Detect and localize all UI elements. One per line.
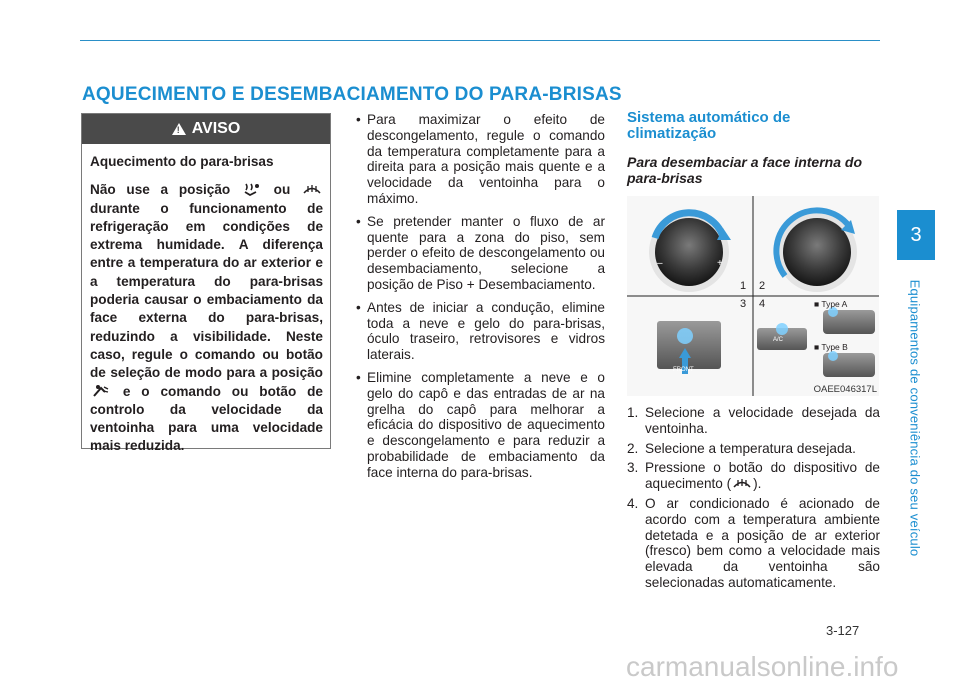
warning-body <box>82 144 330 456</box>
figure-label-3: 3 <box>740 298 747 310</box>
floor-mode-icon <box>90 384 112 398</box>
list-item: 2. Selecione a temperatura desejada. <box>627 440 856 456</box>
figure-code: OAEE046317L <box>813 384 877 395</box>
bullet-list <box>355 112 605 481</box>
floor-defrost-mode-icon <box>241 182 263 196</box>
temperature-knob[interactable] <box>783 218 851 286</box>
list-item: 1. Selecione a velocidade desejada da ventoinha. <box>627 405 880 436</box>
figure-label-2: 2 <box>759 280 766 292</box>
chapter-number: 3 <box>910 223 922 246</box>
steps-list <box>627 405 880 591</box>
front-button-label: FRONT <box>673 367 694 373</box>
list-item: • Antes de iniciar a condução, elimine toda a neve e gelo do para-brisas, óculo traseiro, retrovisores e vidros laterais. <box>355 300 605 363</box>
warning-text-d: e o comando ou botão de controlo da velocidade da ventoinha para uma velocidade mais reduzida. <box>90 383 323 454</box>
list-item: 3. Pressione o botão do dispositivo de aquecimento ( ). <box>627 460 880 492</box>
section-heading: Sistema automático de climatização <box>627 109 791 142</box>
type-a-label: ■ Type A <box>814 299 848 309</box>
page-number: 3-127 <box>826 623 860 638</box>
warning-text-b: ou <box>273 182 291 198</box>
warning-label: AVISO <box>191 120 241 137</box>
list-item: • Para maximizar o efeito de descongelamento, regule o comando da temperatura completamente para a direita para a posição mais quente e a velocidade da ventoinha para o máximo. <box>355 112 605 207</box>
chapter-tab <box>897 210 935 260</box>
warning-text-c: durante o funcionamento de refrigeração em condições de extrema humidade. A diferença entre a temperatura do ar exterior e a temperatura do para-brisas poderia causar o embaciamento da face externa do para-brisas, reduzindo a visibilidade. Neste caso, regule o comando ou botão de seleção de modo para a posição <box>90 200 323 381</box>
climate-controls-illustration <box>627 196 879 396</box>
figure-label-1: 1 <box>740 280 747 292</box>
warning-subtitle: Aquecimento do para-brisas <box>90 154 274 169</box>
svg-text:+: + <box>717 258 723 269</box>
watermark: carmanualsonline.info <box>626 651 899 682</box>
section-subheading: Para desembaciar a face interna do para-brisas <box>627 154 862 186</box>
warning-triangle-icon: ! <box>172 123 186 135</box>
bullet-column <box>355 112 605 488</box>
chapter-label: Equipamentos de conveniência do seu veículo <box>907 279 923 557</box>
front-defrost-button[interactable] <box>657 321 721 369</box>
type-b-label: ■ Type B <box>814 342 848 352</box>
defrost-mode-icon <box>301 182 323 196</box>
page-title: AQUECIMENTO E DESEMBACIAMENTO DO PARA-BRISAS <box>82 84 622 105</box>
fan-speed-knob[interactable] <box>655 218 723 286</box>
list-item: • Se pretender manter o fluxo de ar quente para a zona do piso, sem perder o efeito de descongelamento ou desembaciamento, selecione a posição de Piso + Desembaciamento. <box>355 214 605 293</box>
list-item: 4. O ar condicionado é acionado de acordo com a temperatura ambiente detetada e a posição de ar exterior (fresco) bem como a velocidade mais elevada da ventoinha são selecionadas automaticamente. <box>627 495 880 590</box>
warning-header <box>82 114 330 144</box>
warning-box <box>81 113 331 454</box>
figure-label-4: 4 <box>759 298 766 310</box>
warning-text-a: Não use a posição <box>90 182 231 198</box>
right-column <box>627 110 880 595</box>
front-defrost-icon <box>731 476 753 490</box>
top-rule <box>80 40 880 41</box>
ac-button-label: A/C <box>773 337 784 343</box>
svg-text:–: – <box>657 258 663 269</box>
climate-control-figure <box>627 196 879 396</box>
list-item: • Elimine completamente a neve e o gelo do capô e das entradas de ar na grelha do capô para melhorar a eficácia do dispositivo de aquecimento e descongelamento e para reduzir a probabilidade de embaciamento da face interna do para-brisas. <box>355 370 605 481</box>
